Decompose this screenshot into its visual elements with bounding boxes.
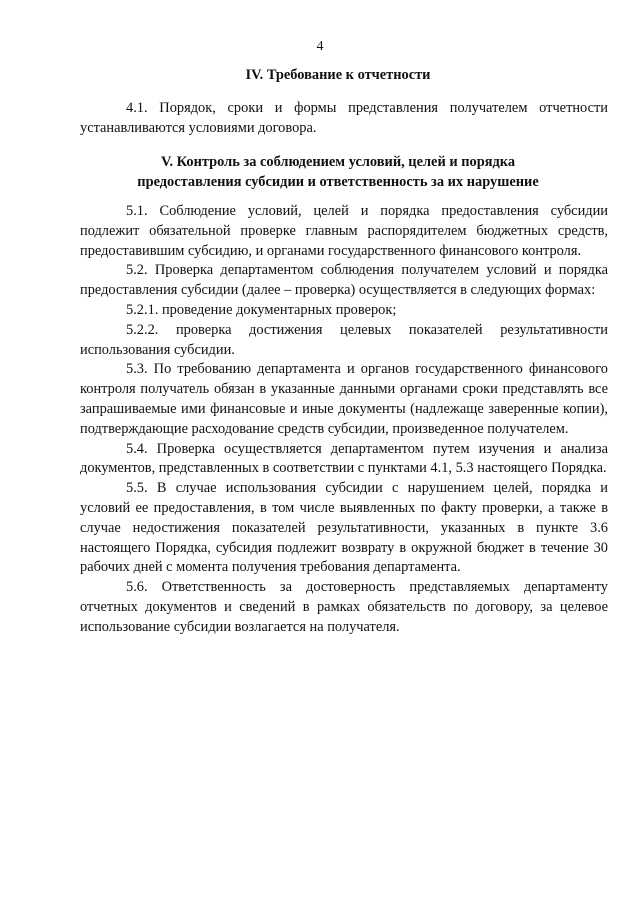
section-5-body	[80, 202, 608, 638]
paragraph-5-1: 5.1. Соблюдение условий, целей и порядка предоставления субсидии подлежит обязательной проверке главным распорядителем бюджетных средств, предоставившим субсидию, и органами государственного финансового контроля.	[80, 203, 608, 259]
paragraph-4-1: 4.1. Порядок, сроки и формы представления получателем отчетности устанавливаются условиями договора.	[80, 100, 608, 136]
paragraph-5-5: 5.5. В случае использования субсидии с нарушением целей, порядка и условий ее предоставления, в том числе выявленных по факту проверки, а также в случае недостижения показателей результативности, указанных в пункте 3.6 настоящего Порядка, субсидия подлежит возврату в окружной бюджет в течение 30 рабочих дней с момента получения требования департамента.	[80, 480, 608, 576]
section-4-heading: IV. Требование к отчетности	[245, 67, 431, 83]
page-number: 4	[316, 39, 324, 54]
section-5-heading	[80, 152, 596, 193]
section-5-heading-line-1: V. Контроль за соблюдением условий, целей и порядка	[160, 154, 516, 170]
paragraph-5-3: 5.3. По требованию департамента и органов государственного финансового контроля получатель обязан в указанные данными органами сроки представлять все запрашиваемые ими финансовые и иные документы (надлежаще заверенные копии), подтверждающие расходование средств субсидии, произведенное получателем.	[80, 361, 608, 437]
paragraph-5-6: 5.6. Ответственность за достоверность представляемых департаменту отчетных документов и сведений в рамках обязательств по договору, за целевое использование субсидии возлагается на получателя.	[80, 579, 608, 635]
paragraph-5-2-2: 5.2.2. проверка достижения целевых показателей результативности использования субсидии.	[80, 321, 608, 358]
paragraph-5-4: 5.4. Проверка осуществляется департаментом путем изучения и анализа документов, представленных в соответствии с пунктами 4.1, 5.3 настоящего Порядка.	[80, 440, 608, 477]
section-5-heading-line-2: предоставления субсидии и ответственность за их нарушение	[137, 174, 539, 191]
section-4-body	[80, 99, 608, 139]
paragraph-5-2-1: 5.2.1. проведение документарных проверок;	[126, 301, 397, 318]
paragraph-5-2: 5.2. Проверка департаментом соблюдения получателем условий и порядка предоставления субсидии (далее – проверка) осуществляется в следующих формах:	[80, 262, 608, 299]
